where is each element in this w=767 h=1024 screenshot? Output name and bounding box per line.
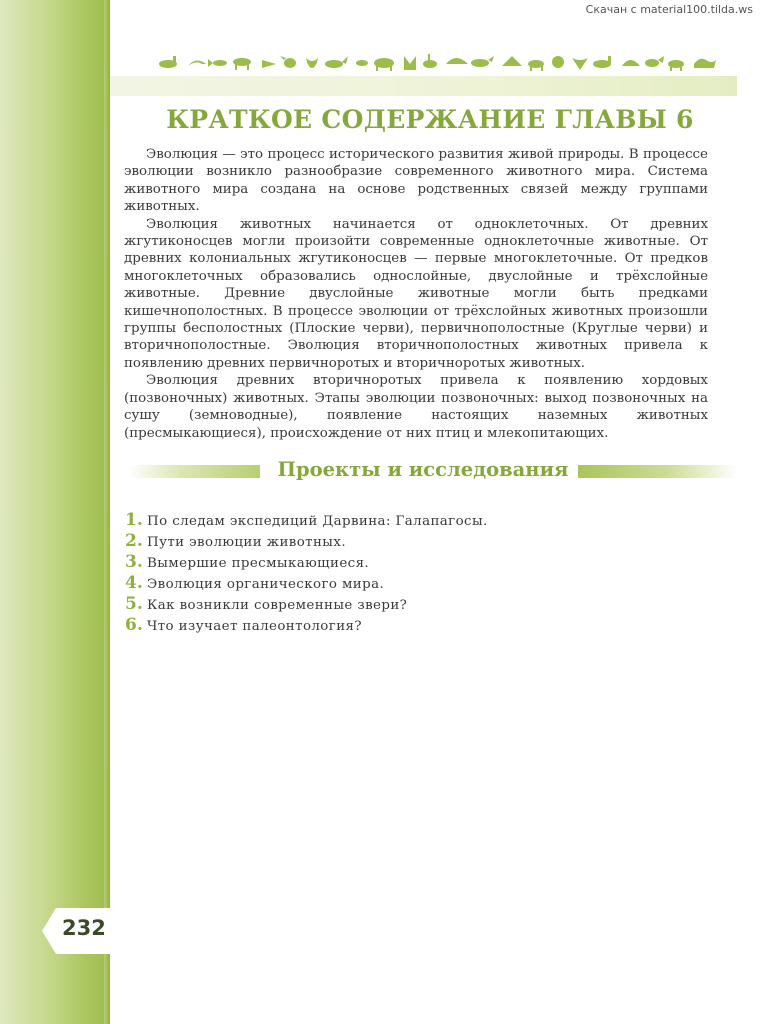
project-number: 5. [125,594,143,614]
project-number: 6. [125,615,143,635]
project-number: 4. [125,573,143,593]
project-item [125,531,488,552]
projects-section-header [128,460,738,484]
project-number: 2. [125,531,143,551]
project-text: По следам экспедиций Дарвина: Галапагосы. [147,514,488,529]
project-text: Как возникли современные звери? [147,598,408,613]
animal-silhouettes-decoration [158,52,718,72]
project-item [125,510,488,531]
summary-paragraph: Эволюция животных начинается от одноклеточных. От древних жгутиконосцев могли произойти современные одноклеточные животные. От древних колониальных жгутиконосцев — первые многоклеточные. От предков многоклеточных образовались однослойные, двуслойные и трёхслойные животные. Древние двуслойные животные могли быть предками кишечнополостных. В процессе эволюции от трёхслойных животных произошли группы бесполостных (Плоские черви), первичнополостные (Круглые черви) и вторичнополостные. Эволюция вторичнополостных животных привела к появлению древних первичноротых и вторичноротых животных. [124,216,708,371]
project-text: Эволюция органического мира. [147,577,385,592]
chapter-summary-text [124,146,708,442]
summary-paragraph: Эволюция древних вторичноротых привела к появлению хордовых (позвоночных) животных. Этапы эволюции позвоночных: выход позвоночных на сушу (земноводные), появление настоящих наземных животных (пресмыкающиеся), происхождение от них птиц и млекопитающих. [124,373,708,441]
projects-list [125,510,488,636]
project-item [125,615,488,636]
section-bar-left [128,465,260,478]
section-bar-right [578,465,738,478]
header-band [110,76,737,96]
project-number: 3. [125,552,143,572]
project-number: 1. [125,510,143,530]
project-item [125,552,488,573]
project-text: Что изучает палеонтология? [147,619,362,634]
chapter-summary-title: КРАТКОЕ СОДЕРЖАНИЕ ГЛАВЫ 6 [166,105,694,134]
project-item [125,594,488,615]
project-text: Пути эволюции животных. [147,535,346,550]
project-item [125,573,488,594]
projects-heading: Проекты и исследования [277,458,569,481]
side-green-strip [0,0,110,1024]
side-strip-edge [104,0,110,1024]
project-text: Вымершие пресмыкающиеся. [147,556,370,571]
page-number: 232 [62,916,106,940]
download-watermark: Скачан с material100.tilda.ws [585,3,753,16]
summary-paragraph: Эволюция — это процесс исторического развития живой природы. В процессе эволюции возникло разнообразие современного животного мира. Система животного мира создана на основе родственных связей между группами животных. [124,147,708,215]
